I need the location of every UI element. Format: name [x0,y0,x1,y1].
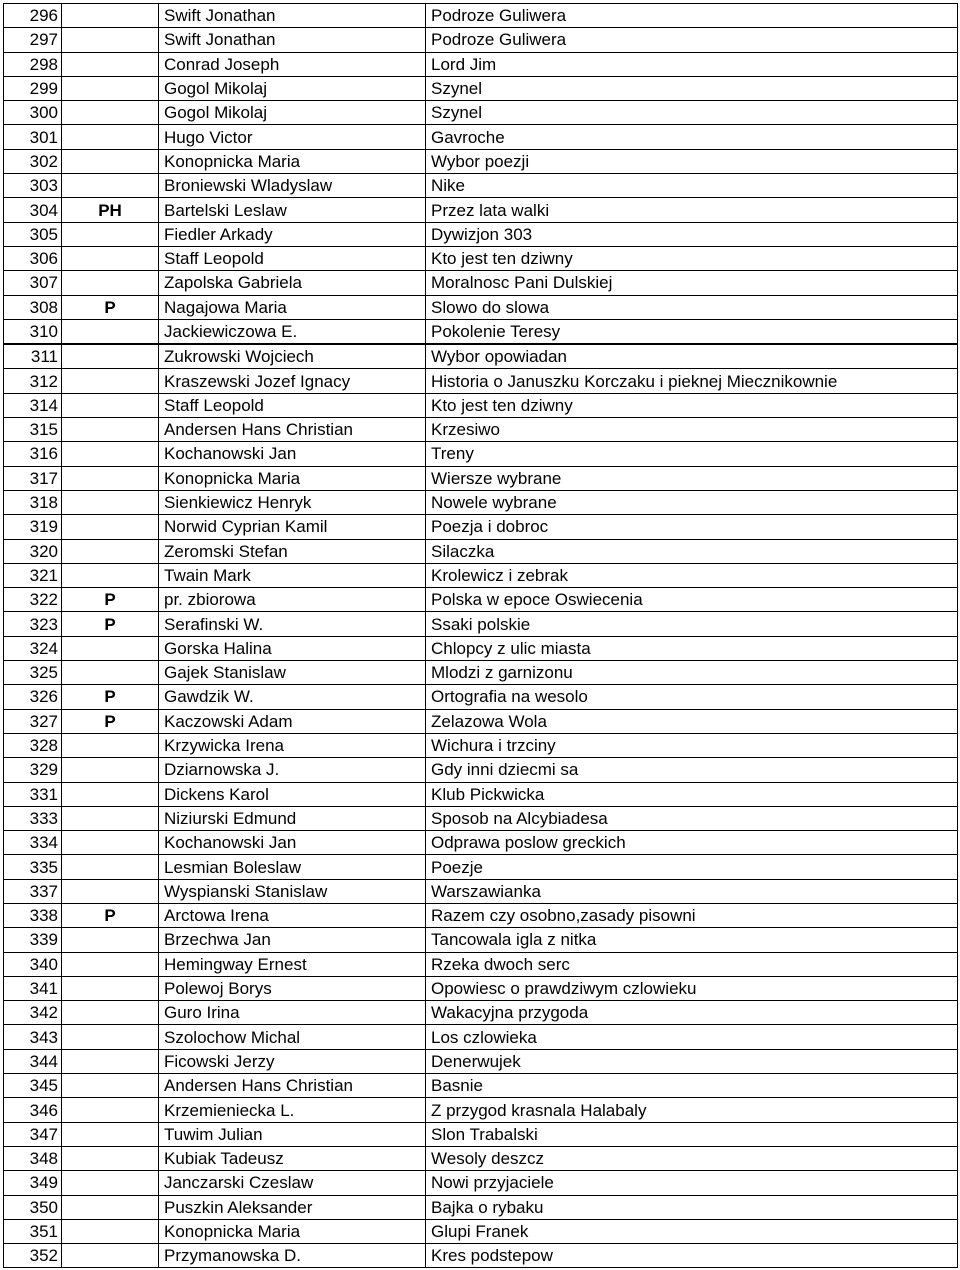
title-cell: Wakacyjna przygoda [426,1001,958,1025]
table-row [4,28,958,52]
row-number-cell: 299 [4,76,62,100]
table-row [4,52,958,76]
row-number-cell: 314 [4,393,62,417]
author-cell: Broniewski Wladyslaw [159,174,426,198]
row-number-cell: 310 [4,319,62,344]
table-row [4,1219,958,1243]
title-cell: Dywizjon 303 [426,222,958,246]
flag-cell [62,879,159,903]
flag-cell [62,271,159,295]
author-cell: Dickens Karol [159,782,426,806]
title-cell: Poezje [426,855,958,879]
title-cell: Slon Trabalski [426,1122,958,1146]
author-cell: Kaczowski Adam [159,709,426,733]
flag-cell [62,1025,159,1049]
title-cell: Slowo do slowa [426,295,958,319]
row-number-cell: 321 [4,563,62,587]
table-row [4,806,958,830]
flag-cell [62,369,159,393]
row-number-cell: 318 [4,490,62,514]
author-cell: Arctowa Irena [159,903,426,927]
row-number-cell: 326 [4,685,62,709]
title-cell: Pokolenie Teresy [426,319,958,344]
row-number-cell: 307 [4,271,62,295]
title-cell: Wybor opowiadan [426,344,958,369]
row-number-cell: 306 [4,246,62,270]
table-row [4,563,958,587]
flag-cell: P [62,588,159,612]
author-cell: Kochanowski Jan [159,442,426,466]
author-cell: Twain Mark [159,563,426,587]
flag-cell [62,246,159,270]
author-cell: Bartelski Leslaw [159,198,426,222]
title-cell: Wichura i trzciny [426,733,958,757]
row-number-cell: 349 [4,1171,62,1195]
author-cell: Fiedler Arkady [159,222,426,246]
author-cell: Nagajowa Maria [159,295,426,319]
author-cell: Serafinski W. [159,612,426,636]
title-cell: Historia o Januszku Korczaku i pieknej Miecznikownie [426,369,958,393]
flag-cell [62,344,159,369]
table-row [4,539,958,563]
title-cell: Klub Pickwicka [426,782,958,806]
title-cell: Podroze Guliwera [426,4,958,28]
flag-cell [62,1098,159,1122]
table-row [4,149,958,173]
table-row [4,1146,958,1170]
table-row [4,466,958,490]
title-cell: Z przygod krasnala Halabaly [426,1098,958,1122]
title-cell: Glupi Franek [426,1219,958,1243]
row-number-cell: 312 [4,369,62,393]
author-cell: Gogol Mikolaj [159,101,426,125]
author-cell: Kochanowski Jan [159,831,426,855]
author-cell: Brzechwa Jan [159,928,426,952]
flag-cell [62,319,159,344]
flag-cell [62,733,159,757]
title-cell: Warszawianka [426,879,958,903]
table-row [4,855,958,879]
author-cell: Szolochow Michal [159,1025,426,1049]
row-number-cell: 331 [4,782,62,806]
flag-cell [62,418,159,442]
table-row [4,733,958,757]
table-row [4,393,958,417]
flag-cell [62,76,159,100]
author-cell: Swift Jonathan [159,28,426,52]
author-cell: Janczarski Czeslaw [159,1171,426,1195]
title-cell: Kres podstepow [426,1244,958,1268]
flag-cell [62,466,159,490]
flag-cell: P [62,295,159,319]
flag-cell [62,28,159,52]
row-number-cell: 334 [4,831,62,855]
author-cell: Polewoj Borys [159,976,426,1000]
table-row [4,271,958,295]
flag-cell: P [62,612,159,636]
table-row [4,125,958,149]
flag-cell [62,831,159,855]
table-row [4,246,958,270]
author-cell: Gajek Stanislaw [159,661,426,685]
author-cell: Hugo Victor [159,125,426,149]
author-cell: Zukrowski Wojciech [159,344,426,369]
title-cell: Silaczka [426,539,958,563]
row-number-cell: 338 [4,903,62,927]
flag-cell [62,490,159,514]
table-row [4,782,958,806]
table-row [4,661,958,685]
row-number-cell: 346 [4,1098,62,1122]
row-number-cell: 315 [4,418,62,442]
author-cell: Jackiewiczowa E. [159,319,426,344]
row-number-cell: 343 [4,1025,62,1049]
row-number-cell: 337 [4,879,62,903]
flag-cell [62,1244,159,1268]
author-cell: Conrad Joseph [159,52,426,76]
flag-cell [62,1171,159,1195]
table-body [4,4,958,1268]
title-cell: Nowele wybrane [426,490,958,514]
flag-cell [62,636,159,660]
row-number-cell: 327 [4,709,62,733]
title-cell: Przez lata walki [426,198,958,222]
table-row [4,174,958,198]
table-row [4,685,958,709]
row-number-cell: 304 [4,198,62,222]
row-number-cell: 302 [4,149,62,173]
row-number-cell: 335 [4,855,62,879]
row-number-cell: 342 [4,1001,62,1025]
flag-cell [62,4,159,28]
author-cell: Andersen Hans Christian [159,1074,426,1098]
title-cell: Krzesiwo [426,418,958,442]
table-row [4,198,958,222]
flag-cell [62,1122,159,1146]
author-cell: Gawdzik W. [159,685,426,709]
author-cell: Kubiak Tadeusz [159,1146,426,1170]
row-number-cell: 311 [4,344,62,369]
table-row [4,490,958,514]
title-cell: Kto jest ten dziwny [426,393,958,417]
author-cell: Lesmian Boleslaw [159,855,426,879]
title-cell: Basnie [426,1074,958,1098]
table-row [4,295,958,319]
flag-cell [62,952,159,976]
title-cell: Chlopcy z ulic miasta [426,636,958,660]
author-cell: Tuwim Julian [159,1122,426,1146]
row-number-cell: 325 [4,661,62,685]
flag-cell [62,1146,159,1170]
title-cell: Krolewicz i zebrak [426,563,958,587]
author-cell: Sienkiewicz Henryk [159,490,426,514]
title-cell: Sposob na Alcybiadesa [426,806,958,830]
table-row [4,928,958,952]
title-cell: Treny [426,442,958,466]
table-row [4,1122,958,1146]
table-row [4,369,958,393]
title-cell: Mlodzi z garnizonu [426,661,958,685]
flag-cell [62,855,159,879]
flag-cell [62,563,159,587]
flag-cell [62,1074,159,1098]
row-number-cell: 345 [4,1074,62,1098]
table-row [4,4,958,28]
row-number-cell: 308 [4,295,62,319]
author-cell: Konopnicka Maria [159,149,426,173]
title-cell: Rzeka dwoch serc [426,952,958,976]
title-cell: Zelazowa Wola [426,709,958,733]
flag-cell [62,125,159,149]
title-cell: Nike [426,174,958,198]
title-cell: Kto jest ten dziwny [426,246,958,270]
author-cell: Gorska Halina [159,636,426,660]
row-number-cell: 303 [4,174,62,198]
author-cell: Dziarnowska J. [159,758,426,782]
flag-cell [62,174,159,198]
flag-cell [62,928,159,952]
flag-cell [62,782,159,806]
author-cell: Krzywicka Irena [159,733,426,757]
table-row [4,1025,958,1049]
flag-cell [62,101,159,125]
row-number-cell: 298 [4,52,62,76]
title-cell: Los czlowieka [426,1025,958,1049]
author-cell: Zapolska Gabriela [159,271,426,295]
author-cell: Krzemieniecka L. [159,1098,426,1122]
table-row [4,831,958,855]
row-number-cell: 348 [4,1146,62,1170]
flag-cell [62,661,159,685]
row-number-cell: 344 [4,1049,62,1073]
title-cell: Nowi przyjaciele [426,1171,958,1195]
row-number-cell: 297 [4,28,62,52]
table-row [4,636,958,660]
flag-cell [62,1195,159,1219]
row-number-cell: 341 [4,976,62,1000]
row-number-cell: 317 [4,466,62,490]
author-cell: Swift Jonathan [159,4,426,28]
title-cell: Wiersze wybrane [426,466,958,490]
table-row [4,418,958,442]
title-cell: Szynel [426,76,958,100]
author-cell: Przymanowska D. [159,1244,426,1268]
flag-cell: P [62,685,159,709]
row-number-cell: 300 [4,101,62,125]
title-cell: Szynel [426,101,958,125]
row-number-cell: 339 [4,928,62,952]
title-cell: Polska w epoce Oswiecenia [426,588,958,612]
table-row [4,319,958,344]
title-cell: Denerwujek [426,1049,958,1073]
title-cell: Gavroche [426,125,958,149]
row-number-cell: 305 [4,222,62,246]
title-cell: Odprawa poslow greckich [426,831,958,855]
title-cell: Lord Jim [426,52,958,76]
author-cell: Staff Leopold [159,393,426,417]
flag-cell [62,1001,159,1025]
flag-cell [62,976,159,1000]
row-number-cell: 328 [4,733,62,757]
row-number-cell: 320 [4,539,62,563]
table-row [4,76,958,100]
flag-cell: P [62,903,159,927]
table-row [4,903,958,927]
table-row [4,1001,958,1025]
book-list-table [3,3,958,1268]
table-row [4,879,958,903]
flag-cell [62,442,159,466]
row-number-cell: 324 [4,636,62,660]
flag-cell [62,1219,159,1243]
title-cell: Wybor poezji [426,149,958,173]
flag-cell [62,222,159,246]
author-cell: Konopnicka Maria [159,1219,426,1243]
row-number-cell: 352 [4,1244,62,1268]
author-cell: Ficowski Jerzy [159,1049,426,1073]
table-row [4,515,958,539]
table-row [4,1195,958,1219]
author-cell: Kraszewski Jozef Ignacy [159,369,426,393]
table-row [4,1098,958,1122]
row-number-cell: 350 [4,1195,62,1219]
title-cell: Poezja i dobroc [426,515,958,539]
table-row [4,758,958,782]
table-row [4,1049,958,1073]
table-row [4,222,958,246]
title-cell: Ortografia na wesolo [426,685,958,709]
flag-cell [62,515,159,539]
table-row [4,442,958,466]
author-cell: Konopnicka Maria [159,466,426,490]
flag-cell [62,149,159,173]
table-row [4,1171,958,1195]
row-number-cell: 347 [4,1122,62,1146]
title-cell: Wesoly deszcz [426,1146,958,1170]
author-cell: Puszkin Aleksander [159,1195,426,1219]
table-row [4,709,958,733]
table-row [4,101,958,125]
author-cell: Hemingway Ernest [159,952,426,976]
table-row [4,1074,958,1098]
author-cell: Wyspianski Stanislaw [159,879,426,903]
row-number-cell: 329 [4,758,62,782]
flag-cell: P [62,709,159,733]
row-number-cell: 322 [4,588,62,612]
table-row [4,1244,958,1268]
table-row [4,952,958,976]
row-number-cell: 316 [4,442,62,466]
row-number-cell: 319 [4,515,62,539]
author-cell: Staff Leopold [159,246,426,270]
table-row [4,588,958,612]
title-cell: Podroze Guliwera [426,28,958,52]
table-row [4,344,958,369]
flag-cell [62,758,159,782]
title-cell: Gdy inni dziecmi sa [426,758,958,782]
title-cell: Moralnosc Pani Dulskiej [426,271,958,295]
row-number-cell: 323 [4,612,62,636]
author-cell: Andersen Hans Christian [159,418,426,442]
title-cell: Bajka o rybaku [426,1195,958,1219]
title-cell: Tancowala igla z nitka [426,928,958,952]
title-cell: Ssaki polskie [426,612,958,636]
row-number-cell: 333 [4,806,62,830]
table-row [4,976,958,1000]
row-number-cell: 340 [4,952,62,976]
title-cell: Opowiesc o prawdziwym czlowieku [426,976,958,1000]
author-cell: Niziurski Edmund [159,806,426,830]
author-cell: Zeromski Stefan [159,539,426,563]
flag-cell [62,539,159,563]
flag-cell [62,1049,159,1073]
row-number-cell: 301 [4,125,62,149]
flag-cell [62,393,159,417]
flag-cell [62,52,159,76]
title-cell: Razem czy osobno,zasady pisowni [426,903,958,927]
row-number-cell: 296 [4,4,62,28]
author-cell: pr. zbiorowa [159,588,426,612]
flag-cell: PH [62,198,159,222]
table-row [4,612,958,636]
flag-cell [62,806,159,830]
row-number-cell: 351 [4,1219,62,1243]
author-cell: Norwid Cyprian Kamil [159,515,426,539]
author-cell: Guro Irina [159,1001,426,1025]
author-cell: Gogol Mikolaj [159,76,426,100]
